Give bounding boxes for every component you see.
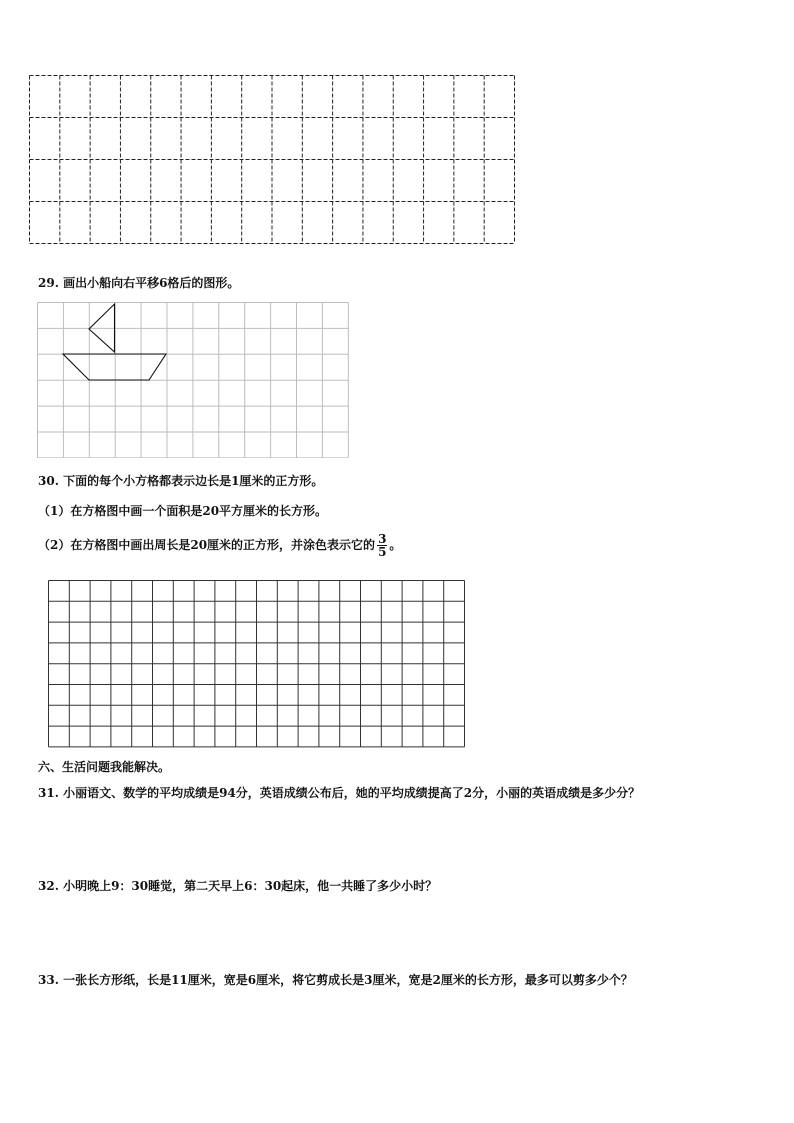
boat-figure (63, 304, 166, 380)
question-32-number: 32. (38, 879, 59, 893)
question-31-text: 小丽语文、数学的平均成绩是94分，英语成绩公布后，她的平均成绩提高了2分，小丽的英语成绩是多少分？ (63, 786, 641, 800)
fraction-denominator: 5 (378, 545, 387, 559)
question-33 (38, 972, 633, 988)
question-32 (38, 878, 437, 894)
boat-grid (37, 302, 349, 458)
question-30-number: 30. (38, 474, 59, 488)
question-30-part-2-end: 。 (389, 538, 402, 552)
fraction-three-fifths (377, 533, 387, 558)
question-30-part-2-text: （2）在方格图中画出周长是20厘米的正方形，并涂色表示它的 (38, 538, 376, 552)
question-30-part-1 (38, 503, 327, 519)
square-grid-svg (48, 580, 466, 748)
square-grid (48, 580, 466, 748)
question-31 (38, 785, 640, 801)
section-6-heading (38, 759, 170, 775)
boat-grid-svg (37, 302, 349, 458)
fraction-numerator: 3 (378, 532, 387, 546)
question-30-part-2 (38, 530, 401, 560)
question-33-text: 一张长方形纸，长是11厘米，宽是6厘米，将它剪成长是3厘米，宽是2厘米的长方形，最多可以剪多少个？ (63, 973, 633, 987)
section-6-heading-text: 六、生活问题我能解决。 (38, 760, 171, 774)
dashed-writing-grid-svg (29, 75, 515, 245)
question-30 (38, 473, 323, 489)
question-33-number: 33. (38, 973, 59, 987)
question-29 (38, 275, 239, 291)
question-29-text: 画出小船向右平移6格后的图形。 (63, 276, 240, 290)
question-29-number: 29. (38, 276, 59, 290)
question-30-part-1-text: （1）在方格图中画一个面积是20平方厘米的长方形。 (38, 504, 328, 518)
dashed-writing-grid (29, 75, 515, 245)
question-30-text: 下面的每个小方格都表示边长是1厘米的正方形。 (63, 474, 324, 488)
question-32-text: 小明晚上9：30睡觉，第二天早上6：30起床，他一共睡了多少小时？ (63, 879, 438, 893)
boat-hull (63, 354, 166, 380)
question-31-number: 31. (38, 786, 59, 800)
boat-grid-lines (38, 303, 349, 458)
